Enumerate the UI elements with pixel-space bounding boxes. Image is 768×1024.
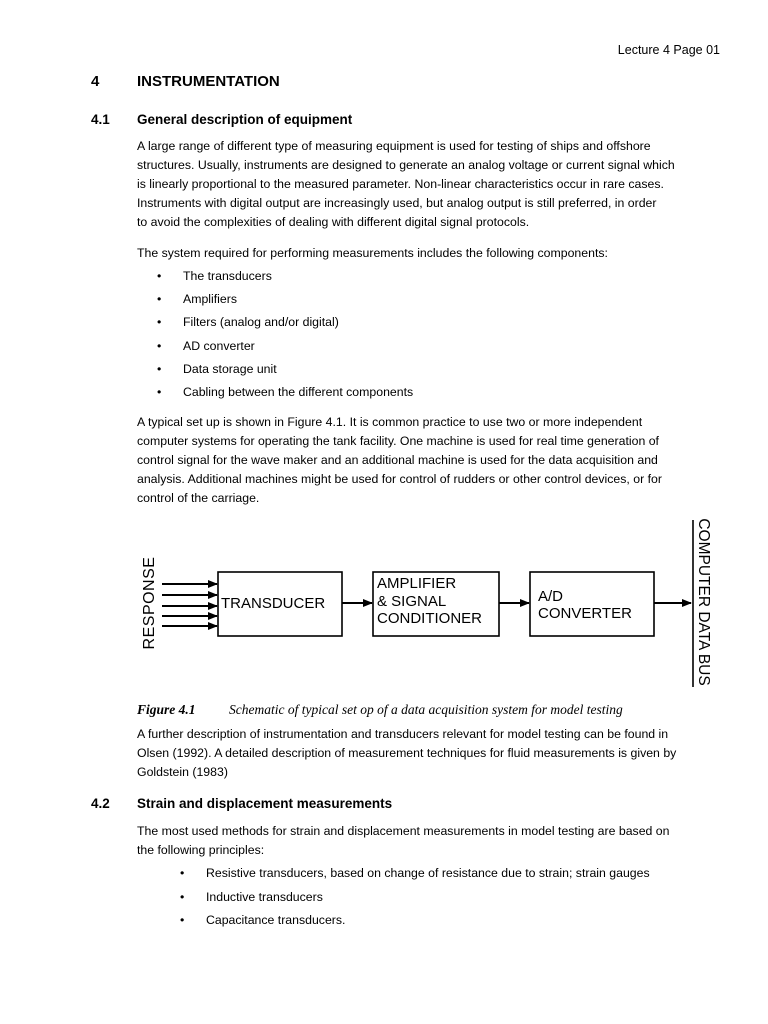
lecture-label: Lecture [617, 43, 660, 57]
section-4-title: INSTRUMENTATION [137, 73, 280, 90]
amplifier-label-line: & SIGNAL [377, 593, 447, 610]
paragraph-line: analysis. Additional machines might be used for control of rudders or other control devices, or for [137, 472, 662, 486]
paragraph-line: control signal for the wave maker and an additional machine is used for the data acquisition and [137, 453, 658, 467]
figure-caption-text: Schematic of typical set op of a data acquisition system for model testing [229, 702, 623, 717]
bullet-icon: • [157, 338, 162, 353]
bullet-icon: • [180, 913, 185, 927]
bullet-icon: • [157, 315, 162, 330]
section-4-1-title: General description of equipment [137, 112, 353, 127]
section-4-1-number: 4.1 [91, 112, 110, 127]
components-list [137, 267, 413, 406]
section-4-1-heading [91, 112, 352, 127]
list-item: • Data storage unit [137, 360, 413, 383]
bullet-icon: • [180, 866, 185, 880]
page-number-label: Page 01 [673, 43, 720, 57]
bullet-icon: • [180, 889, 185, 904]
paragraph-equipment-intro [137, 137, 717, 232]
paragraph-line: A further description of instrumentation and transducers relevant for model testing can be found in [137, 727, 669, 741]
amplifier-label-line: CONDITIONER [377, 610, 482, 627]
paragraph-line: computer systems for operating the tank facility. One machine is used for real time generation of [137, 434, 659, 448]
section-4-number: 4 [91, 73, 100, 90]
bullet-icon: • [157, 384, 162, 399]
data-acquisition-diagram [130, 515, 730, 695]
transducer-label: TRANSDUCER [221, 595, 326, 612]
section-4-2-heading [91, 796, 392, 811]
principles-list [160, 864, 650, 935]
lecture-number: 4 [662, 43, 670, 57]
computer-data-bus-label: COMPUTER DATA BUS [695, 518, 712, 686]
paragraph-strain-intro [137, 822, 717, 860]
list-item: • Capacitance transducers. [160, 911, 650, 935]
section-4-heading [91, 73, 280, 90]
list-item: • Amplifiers [137, 290, 413, 313]
paragraph-line: Goldstein (1983) [137, 765, 228, 779]
bullet-icon: • [157, 292, 162, 307]
converter-label-line: CONVERTER [538, 605, 632, 622]
paragraph-line: Instruments with digital output are increasingly used, but analog output is still preferred, in order [137, 196, 657, 210]
amplifier-label-line: AMPLIFIER [377, 575, 457, 592]
list-item: • Filters (analog and/or digital) [137, 313, 413, 336]
list-item: • Cabling between the different components [137, 383, 413, 406]
paragraph-line: Olsen (1992). A detailed description of measurement techniques for fluid measurements is given by [137, 746, 677, 760]
bullet-icon: • [157, 361, 162, 376]
paragraph-line: structures. Usually, instruments are designed to generate an analog voltage or current signal which [137, 158, 675, 172]
list-item: • The transducers [137, 267, 413, 290]
page-header [618, 43, 720, 57]
response-label: RESPONSE [141, 556, 158, 650]
paragraph-line: control of the carriage. [137, 491, 260, 505]
bullet-icon: • [157, 269, 162, 283]
section-4-2-number: 4.2 [91, 796, 110, 811]
section-4-2-title: Strain and displacement measurements [137, 796, 393, 811]
paragraph-line: A large range of different type of measuring equipment is used for testing of ships and offshore [137, 139, 651, 153]
paragraph-line: to avoid the complexities of dealing with different digital signal protocols. [137, 215, 530, 229]
paragraph-components-intro: The system required for performing measurements includes the following components: [137, 246, 608, 260]
paragraph-line: A typical set up is shown in Figure 4.1. It is common practice to use two or more independent [137, 415, 643, 429]
paragraph-line: The most used methods for strain and displacement measurements in model testing are based on [137, 824, 670, 838]
figure-label: Figure 4.1 [137, 702, 196, 717]
list-item: • AD converter [137, 337, 413, 360]
paragraph-line: is linearly proportional to the measured parameter. Non-linear characteristics occur in rare cases. [137, 177, 664, 191]
paragraph-line: the following principles: [137, 843, 265, 857]
converter-label-line: A/D [538, 588, 564, 605]
paragraph-typical-setup [137, 413, 717, 508]
paragraph-further-description [137, 725, 717, 782]
figure-caption [137, 702, 623, 718]
list-item: • Resistive transducers, based on change of resistance due to strain; strain gauges [160, 864, 650, 888]
list-item: • Inductive transducers [160, 888, 650, 912]
